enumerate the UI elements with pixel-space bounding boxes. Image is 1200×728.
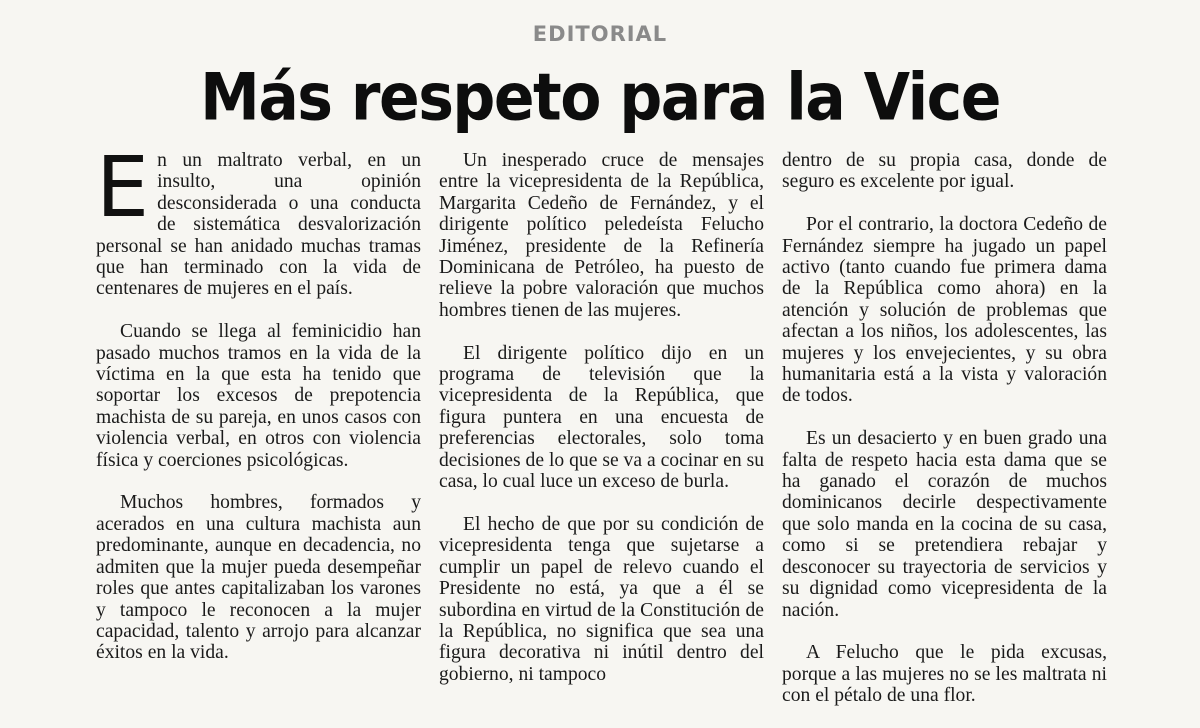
article-paragraph: Un inesperado cruce de mensajes entre la vicepresidenta de la República, Margarita Cedeño de Fernández, y el dirigente político peledeísta Felucho Jiménez, presidente de la Refinería Dominicana de Petróleo, ha puesto de relieve la pobre valoración que muchos hombres tienen de las mujeres.: [439, 150, 764, 321]
article-paragraph: El dirigente político dijo en un programa de televisión que la vicepresidenta de la República, que figura puntera en una encuesta de preferencias electorales, solo toma decisiones de lo que se va a cocinar en su casa, lo cual luce un exceso de burla.: [439, 342, 764, 493]
article-paragraph: Es un desacierto y en buen grado una falta de respeto hacia esta dama que se ha ganado el corazón de muchos dominicanos decirle despectivamente que solo manda en la cocina de su casa, como si se pretendiera rebajar y desconocer su trayectoria de servicios y su dignidad como vicepresidenta de la nación.: [782, 428, 1107, 621]
article-paragraph: Cuando se llega al feminicidio han pasado muchos tramos en la vida de la víctima en la que esta ha tenido que soportar los excesos de prepotencia machista de su pareja, en unos casos con violencia verbal, en otros con violencia física y coerciones psicológicas.: [96, 321, 421, 471]
drop-cap: E: [96, 138, 150, 236]
article-paragraph: Muchos hombres, formados y acerados en una cultura machista aun predominante, aunque en decadencia, no admiten que la mujer pueda desempeñar roles que antes capitalizaban los varones y tampoco le reconocen a la mujer capacidad, talento y arrojo para alcanzar éxitos en la vida.: [96, 492, 421, 664]
article-column-1: [96, 138, 421, 685]
article-paragraph-continued: dentro de su propia casa, donde de seguro es excelente por igual.: [782, 150, 1107, 193]
article-column-2: [439, 150, 764, 707]
article-paragraph: [96, 138, 421, 300]
headline: Más respeto para la Vice: [200, 60, 1000, 136]
article-paragraph: A Felucho que le pida excusas, porque a las mujeres no se les maltrata ni con el pétalo de una flor.: [782, 642, 1107, 707]
article-paragraph: Por el contrario, la doctora Cedeño de Fernández siempre ha jugado un papel activo (tanto cuando fue primera dama de la República como ahora) en la atención y solución de problemas que afectan a los niños, los adolescentes, las mujeres y los envejecientes, y su obra humanitaria está a la vista y valoración de todos.: [782, 214, 1107, 407]
section-label: EDITORIAL: [532, 22, 668, 46]
paragraph-text: n un maltrato verbal, en un insulto, una opinión desconsiderada o una conducta de sistemática desvalorización personal se han anidado muchas tramas que han terminado con la vida de centenares de mujeres en el país.: [96, 150, 421, 300]
article-paragraph: El hecho de que por su condición de vicepresidenta tenga que sujetarse a cumplir un papel de relevo cuando el Presidente no está, ya que a él se subordina en virtud de la Constitución de la República, no significa que sea una figura decorativa ni inútil dentro del gobierno, ni tampoco: [439, 513, 764, 685]
article-column-3: [782, 150, 1107, 728]
